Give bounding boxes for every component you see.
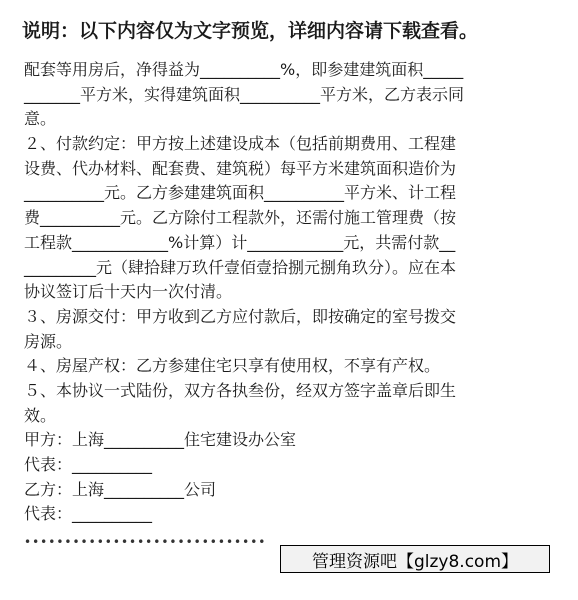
contract-body: [24, 58, 552, 527]
party-a-line: 甲方：上海__________住宅建设办公室: [24, 430, 297, 450]
contract-line: 费__________元。乙方除付工程款外，还需付施工管理费（按: [24, 208, 457, 228]
contract-line: ３、房源交付：甲方收到乙方应付款后，即按确定的室号拨交: [24, 306, 457, 326]
contract-line: 意。: [24, 109, 57, 129]
contract-line: 协议签订后十天内一次付清。: [24, 282, 233, 302]
representative-b-line: 代表：__________: [24, 504, 153, 524]
party-b-line: 乙方：上海__________公司: [24, 479, 217, 499]
contract-line: _________元（肆拾肆万玖仟壹佰壹拾捌元捌角玖分）。应在本: [24, 257, 457, 277]
contract-line: ４、房屋产权：乙方参建住宅只享有使用权，不享有产权。: [24, 356, 441, 376]
dotted-separator: ••••••••••••••••••••••••••••••: [24, 535, 267, 549]
contract-line: _______平方米，实得建筑面积__________平方米，乙方表示同: [24, 84, 465, 104]
contract-line: 效。: [24, 405, 57, 425]
contract-line: __________元。乙方参建建筑面积__________平方米、计工程: [24, 183, 457, 203]
contract-line: ５、本协议一式陆份，双方各执叁份，经双方签字盖章后即生: [24, 380, 457, 400]
contract-line: 工程款____________%计算）计____________元，共需付款__: [24, 232, 456, 252]
brand-watermark: 管理资源吧【glzy8.com】: [280, 545, 550, 573]
contract-line: 房源。: [24, 331, 73, 351]
contract-line: ２、付款约定：甲方按上述建设成本（包括前期费用、工程建: [24, 134, 457, 154]
preview-notice: 说明：以下内容仅为文字预览，详细内容请下载查看。: [22, 20, 479, 42]
contract-line: 设费、代办材料、配套费、建筑税）每平方米建筑面积造价为: [24, 158, 457, 178]
representative-a-line: 代表：__________: [24, 455, 153, 474]
contract-line: 配套等用房后，净得益为__________%，即参建建筑面积_____: [24, 60, 464, 79]
